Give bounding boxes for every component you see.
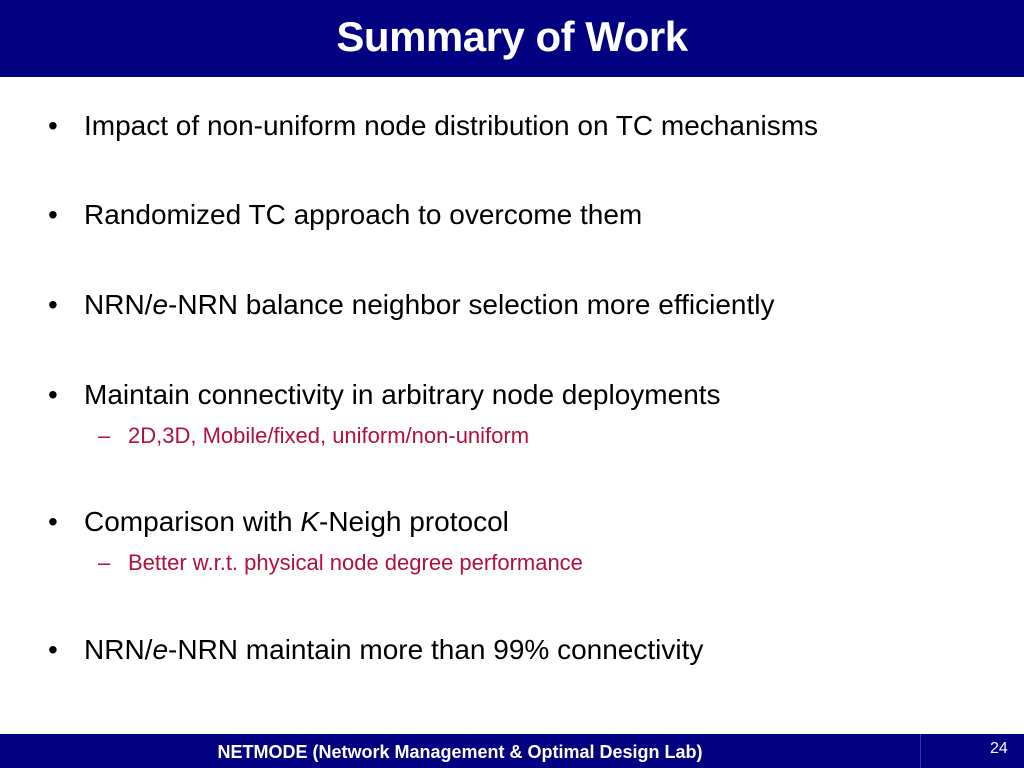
sub-bullet-dash: –	[98, 423, 111, 448]
bullet-dot: •	[48, 289, 58, 320]
bullet-text-italic: K	[300, 506, 319, 537]
bullet-item	[48, 378, 721, 412]
footer-lab-name: NETMODE (Network Management & Optimal Design Lab)	[217, 742, 703, 762]
bullet-text-part: NRN/	[84, 634, 153, 665]
bullet-text-part: -NRN maintain more than 99% connectivity	[168, 634, 704, 665]
bullet-dot: •	[48, 199, 58, 230]
bullet-text-italic: e	[152, 634, 169, 665]
sub-bullet-item	[98, 422, 529, 450]
bullet-item	[48, 505, 509, 539]
sub-bullet-text: Better w.r.t. physical node degree performance	[128, 550, 583, 575]
bullet-text-part: -NRN balance neighbor selection more efficiently	[168, 289, 775, 320]
bullet-item	[48, 198, 642, 232]
bullet-item	[48, 633, 703, 667]
footer-bar	[0, 734, 1024, 768]
bullet-item	[48, 288, 775, 322]
bullet-dot: •	[48, 506, 58, 537]
bullet-text-italic: e	[152, 289, 169, 320]
bullet-item	[48, 109, 818, 143]
sub-bullet-item	[98, 549, 583, 577]
sub-bullet-dash: –	[98, 550, 111, 575]
bullet-dot: •	[48, 110, 58, 141]
bullet-text: Impact of non-uniform node distribution on TC mechanisms	[84, 110, 819, 141]
bullet-text: Maintain connectivity in arbitrary node deployments	[84, 379, 721, 410]
slide-title: Summary of Work	[336, 12, 688, 60]
bullet-dot: •	[48, 634, 58, 665]
footer-divider	[920, 734, 921, 768]
page-number: 24	[990, 740, 1008, 757]
sub-bullet-text: 2D,3D, Mobile/fixed, uniform/non-uniform	[128, 423, 530, 448]
bullet-text-part: NRN/	[84, 289, 153, 320]
bullet-text: Randomized TC approach to overcome them	[84, 199, 643, 230]
bullet-dot: •	[48, 379, 58, 410]
bullet-text-part: Comparison with	[84, 506, 301, 537]
bullet-text-part: -Neigh protocol	[319, 506, 509, 537]
